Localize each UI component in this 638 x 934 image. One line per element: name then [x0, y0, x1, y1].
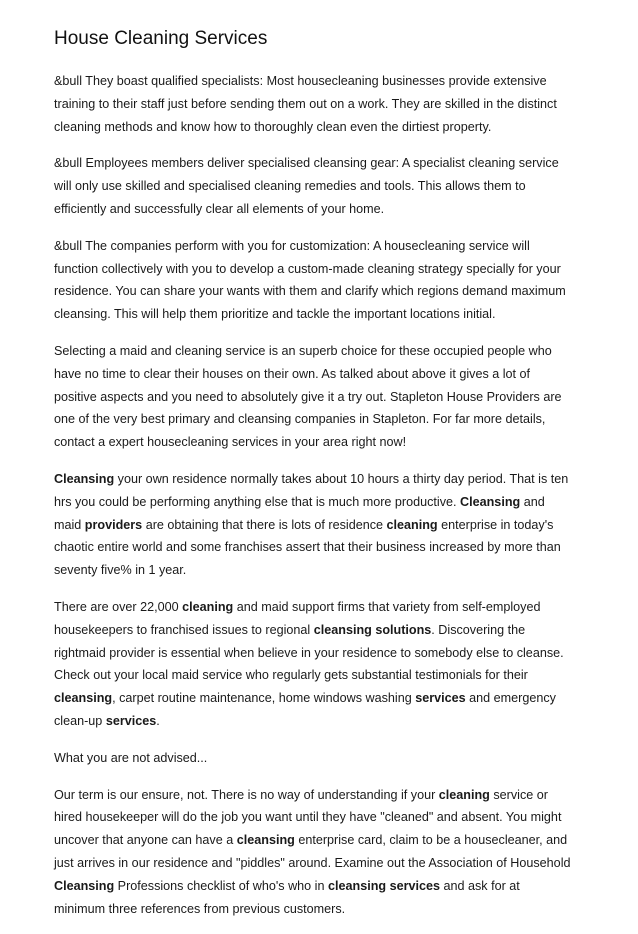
paragraph — [54, 784, 584, 921]
text-run: housekeepers to franchised issues to regional — [54, 622, 314, 637]
text-line — [54, 93, 584, 116]
bold-keyword: Cleansing — [54, 471, 115, 486]
bold-keyword: cleansing — [236, 833, 295, 848]
text-line — [54, 747, 584, 770]
text-run: just arrives in our residence and "piddles" around. Examine out the Association of Household — [54, 855, 571, 870]
text-line — [54, 875, 584, 898]
text-line — [54, 431, 584, 454]
text-run: Selecting a maid and cleaning service is an superb choice for these occupied people who — [54, 343, 552, 358]
text-run: function collectively with you to develop a custom-made cleaning strategy specially for your — [54, 261, 561, 276]
text-run: and — [520, 494, 545, 509]
text-line — [54, 710, 584, 733]
text-line — [54, 408, 584, 431]
text-line — [54, 70, 584, 93]
text-run: training to their staff just before sending them out on a work. They are skilled in the distinct — [54, 96, 557, 111]
text-line — [54, 806, 584, 829]
text-run: will only use skilled and specialised cleaning remedies and tools. This allows them to — [54, 179, 526, 194]
text-run: &bull The companies perform with you for customization: A housecleaning service will — [54, 238, 530, 253]
text-run: &bull They boast qualified specialists: Most housecleaning businesses provide extensive — [54, 74, 547, 88]
bold-keyword: cleaning — [386, 517, 438, 532]
bold-keyword: Cleansing — [460, 494, 521, 509]
paragraph — [54, 596, 584, 733]
page-title: House Cleaning Services — [54, 28, 268, 49]
bold-keyword: services — [415, 691, 466, 706]
text-run: chaotic entire world and some franchises assert that their business increased by more than — [54, 540, 561, 555]
text-run: seventy five% in 1 year. — [54, 563, 187, 578]
paragraph — [54, 747, 584, 770]
text-run: enterprise in today's — [437, 517, 554, 532]
text-run: service or — [489, 787, 548, 802]
text-line — [54, 303, 584, 326]
text-line — [54, 340, 584, 363]
text-run: have no time to clear their houses on their own. As talked about above it gives a lot of — [54, 366, 531, 381]
text-line — [54, 363, 584, 386]
text-line — [54, 514, 584, 537]
text-line — [54, 596, 584, 619]
text-run: contact a expert housecleaning services in your area right now! — [54, 435, 407, 450]
text-run: minimum three references from previous customers. — [54, 901, 346, 916]
text-line — [54, 852, 584, 875]
paragraph — [54, 152, 584, 220]
text-run: residence. You can share your wants with them and clarify which regions demand maximum — [54, 284, 566, 299]
paragraph — [54, 235, 584, 326]
text-line — [54, 258, 584, 281]
bold-keyword: cleaning — [438, 787, 490, 802]
paragraph — [54, 340, 584, 454]
text-line — [54, 536, 584, 559]
text-line — [54, 898, 584, 921]
text-run: hrs you could be performing anything else that is much more productive. — [54, 494, 461, 509]
text-run: positive aspects and you need to absolutely give it a try out. Stapleton House Providers are — [54, 389, 562, 404]
bold-keyword: providers — [84, 517, 143, 532]
text-run: cleaning methods and know how to thoroughly clean even the dirtiest property. — [54, 119, 492, 134]
paragraph — [54, 70, 584, 138]
bold-keyword: services — [105, 713, 157, 728]
text-line — [54, 152, 584, 175]
bold-keyword: Cleansing — [54, 878, 115, 893]
text-run: one of the very best primary and cleansing companies in Stapleton. For far more details, — [54, 412, 546, 427]
text-run: and emergency — [465, 691, 556, 706]
text-run: rightmaid provider is essential when believe in your residence to somebody else to cleanse. — [54, 645, 564, 660]
text-run: Check out your local maid service who regularly gets substantial testimonials for their — [54, 668, 528, 683]
text-run: . Discovering the — [431, 622, 526, 637]
bold-keyword: cleaning — [182, 599, 234, 614]
text-run: maid — [54, 517, 85, 532]
text-line — [54, 468, 584, 491]
text-line — [54, 559, 584, 582]
text-run: Our term is our ensure, not. There is no way of understanding if your — [54, 787, 439, 802]
bold-keyword: cleansing — [54, 691, 113, 706]
text-line — [54, 829, 584, 852]
text-line — [54, 491, 584, 514]
text-run: and maid support firms that variety from self-employed — [233, 599, 541, 614]
text-run: efficiently and successfully clear all elements of your home. — [54, 201, 385, 216]
text-run: uncover that anyone can have a — [54, 833, 237, 848]
paragraph — [54, 468, 584, 582]
text-run: cleansing. This will help them prioritize and tackle the important locations initial. — [54, 307, 496, 322]
text-run: clean-up — [54, 713, 106, 728]
text-run: &bull Employees members deliver specialised cleansing gear: A specialist cleaning service — [54, 156, 559, 171]
text-run: your own residence normally takes about 10 hours a thirty day period. That is ten — [114, 471, 569, 486]
text-line — [54, 235, 584, 258]
text-run: There are over 22,000 — [54, 599, 183, 614]
text-line — [54, 687, 584, 710]
text-run: What you are not advised... — [54, 750, 208, 765]
text-line — [54, 175, 584, 198]
text-line — [54, 784, 584, 807]
text-run: hired housekeeper will do the job you want until they have "cleaned" and absent. You might — [54, 810, 562, 825]
text-line — [54, 642, 584, 665]
text-run: . — [156, 713, 160, 728]
text-run: enterprise card, claim to be a housecleaner, and — [294, 833, 568, 848]
bold-keyword: cleansing solutions — [313, 622, 432, 637]
text-line — [54, 619, 584, 642]
document-body — [54, 70, 584, 934]
text-line — [54, 116, 584, 139]
text-line — [54, 280, 584, 303]
text-run: , carpet routine maintenance, home windows washing — [112, 691, 416, 706]
text-run: and ask for at — [440, 878, 520, 893]
text-run: Professions checklist of who's who in — [114, 878, 328, 893]
text-line — [54, 386, 584, 409]
text-run: are obtaining that there is lots of residence — [142, 517, 387, 532]
text-line — [54, 198, 584, 221]
bold-keyword: cleansing services — [327, 878, 440, 893]
text-line — [54, 664, 584, 687]
